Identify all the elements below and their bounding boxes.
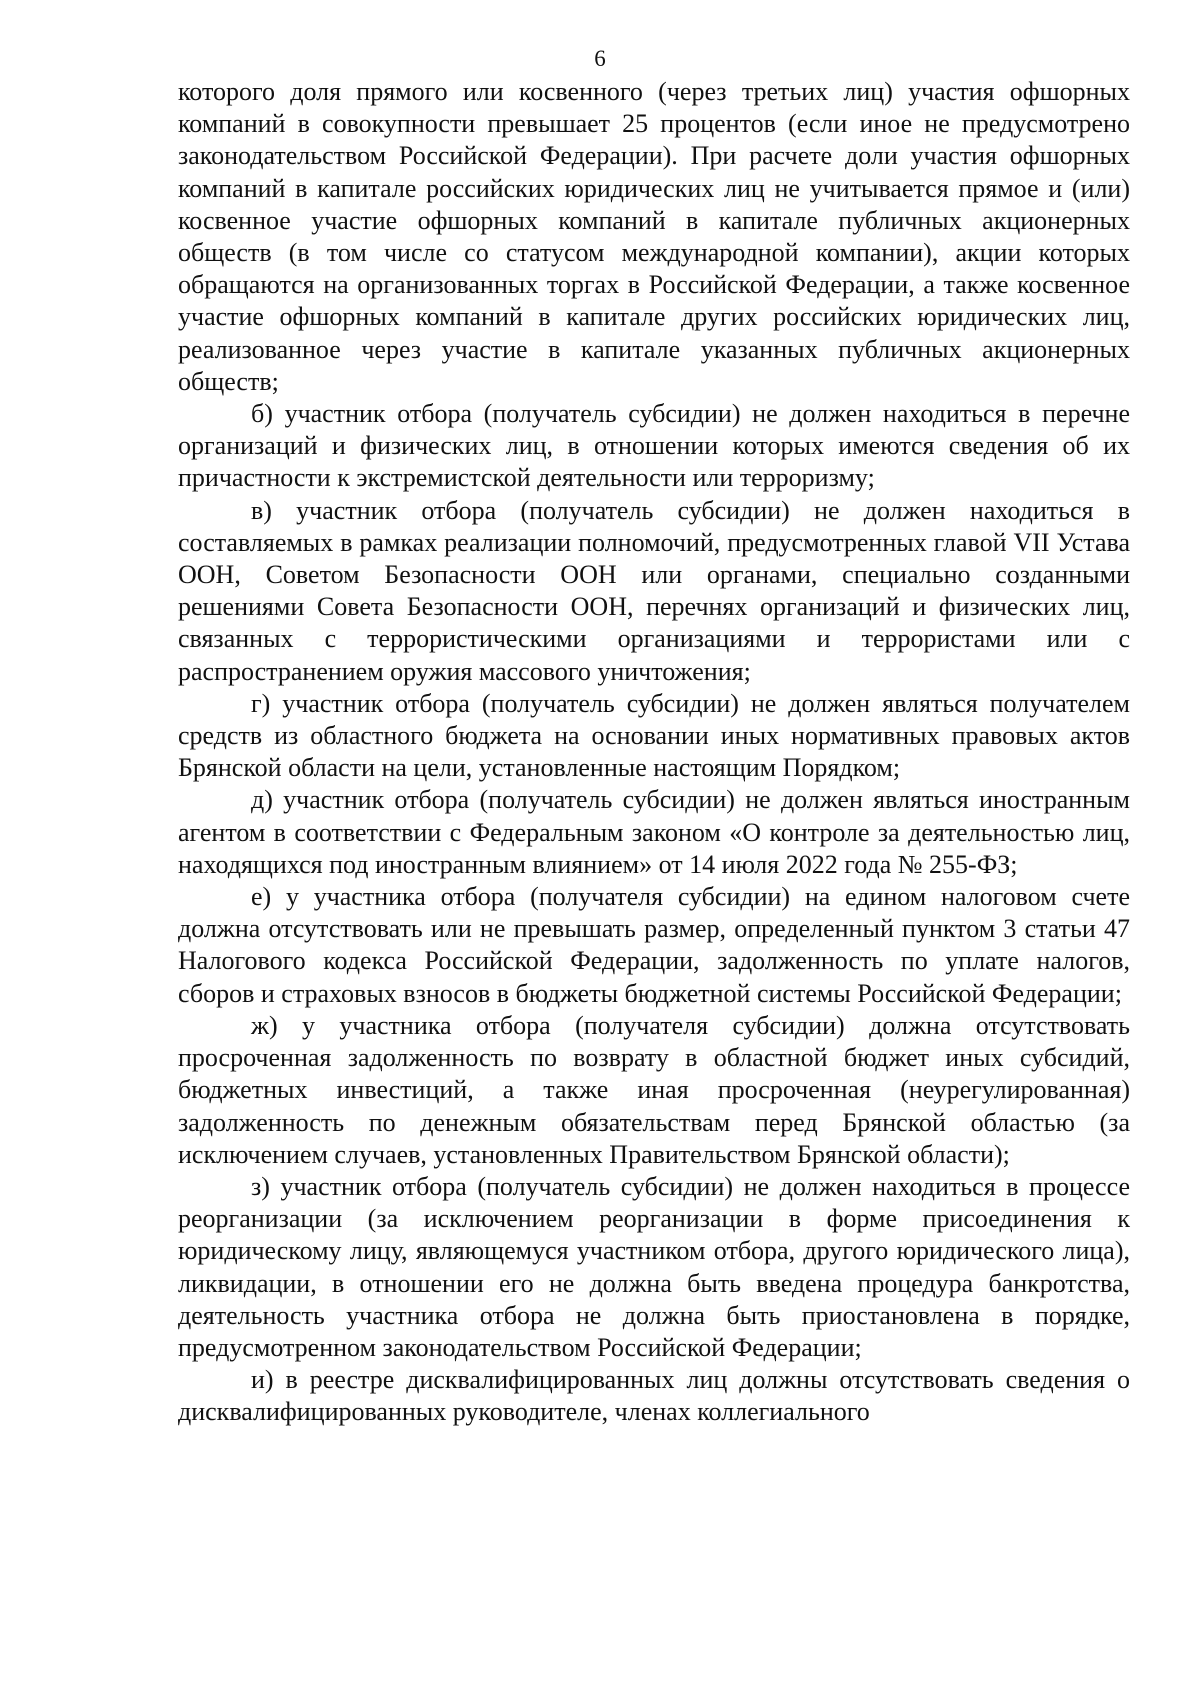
paragraph-v: в) участник отбора (получатель субсидии) не должен находиться в составляемых в рамках реализации полномочий, предусмотренных главой VII Устава ООН, Советом Безопасности ООН или органами, специально созданными решениями Совета Безопасности ООН, перечнях организаций и физических лиц, связанных с террористическими организациями и террористами или с распространением оружия массового уничтожения;: [178, 495, 1130, 686]
paragraph-i: и) в реестре дисквалифицированных лиц должны отсутствовать сведения о дисквалифицированных руководителе, членах коллегиального: [178, 1365, 1130, 1427]
paragraph-b: б) участник отбора (получатель субсидии) не должен находиться в перечне организаций и физических лиц, в отношении которых имеются сведения об их причастности к экстремистской деятельности или терроризму;: [178, 399, 1130, 493]
paragraph-d: д) участник отбора (получатель субсидии) не должен являться иностранным агентом в соответствии с Федеральным законом «О контроле за деятельностью лиц, находящихся под иностранным влиянием» от 14 июля 2022 года № 255-ФЗ;: [178, 785, 1130, 879]
paragraph-z: з) участник отбора (получатель субсидии) не должен находиться в процессе реорганизации (за исключением реорганизации в форме присоединения к юридическому лицу, являющемуся участником отбора, другого юридического лица), ликвидации, в отношении его не должна быть введена процедура банкротства, деятельность участника отбора не должна быть приостановлена в порядке, предусмотренном законодательством Российской Федерации;: [178, 1171, 1130, 1362]
paragraph-g: г) участник отбора (получатель субсидии) не должен являться получателем средств из областного бюджета на основании иных нормативных правовых актов Брянской области на цели, установленные настоящим Порядком;: [178, 688, 1130, 783]
page-number: 6: [594, 46, 606, 71]
paragraph-e: е) у участника отбора (получателя субсидии) на едином налоговом счете должна отсутствовать или не превышать размер, определенный пунктом 3 статьи 47 Налогового кодекса Российской Федерации, задолженность по уплате налогов, сборов и страховых взносов в бюджеты бюджетной системы Российской Федерации;: [178, 882, 1130, 1008]
paragraph-zh: ж) у участника отбора (получателя субсидии) должна отсутствовать просроченная задолженность по возврату в областной бюджет иных субсидий, бюджетных инвестиций, а также иная просроченная (неурегулированная) задолженность по денежным обязательствам перед Брянской областью (за исключением случаев, установленных Правительством Брянской области);: [178, 1010, 1130, 1169]
paragraph-continuation: которого доля прямого или косвенного (через третьих лиц) участия офшорных компаний в совокупности превышает 25 процентов (если иное не предусмотрено законодательством Российской Федерации). При расчете доли участия офшорных компаний в капитале российских юридических лиц не учитывается прямое и (или) косвенное участие офшорных компаний в капитале публичных акционерных обществ (в том числе со статусом международной компании), акции которых обращаются на организованных торгах в Российской Федерации, а также косвенное участие офшорных компаний в капитале других российских юридических лиц, реализованное через участие в капитале указанных публичных акционерных обществ;: [178, 77, 1130, 396]
document-body: [178, 76, 1130, 1429]
